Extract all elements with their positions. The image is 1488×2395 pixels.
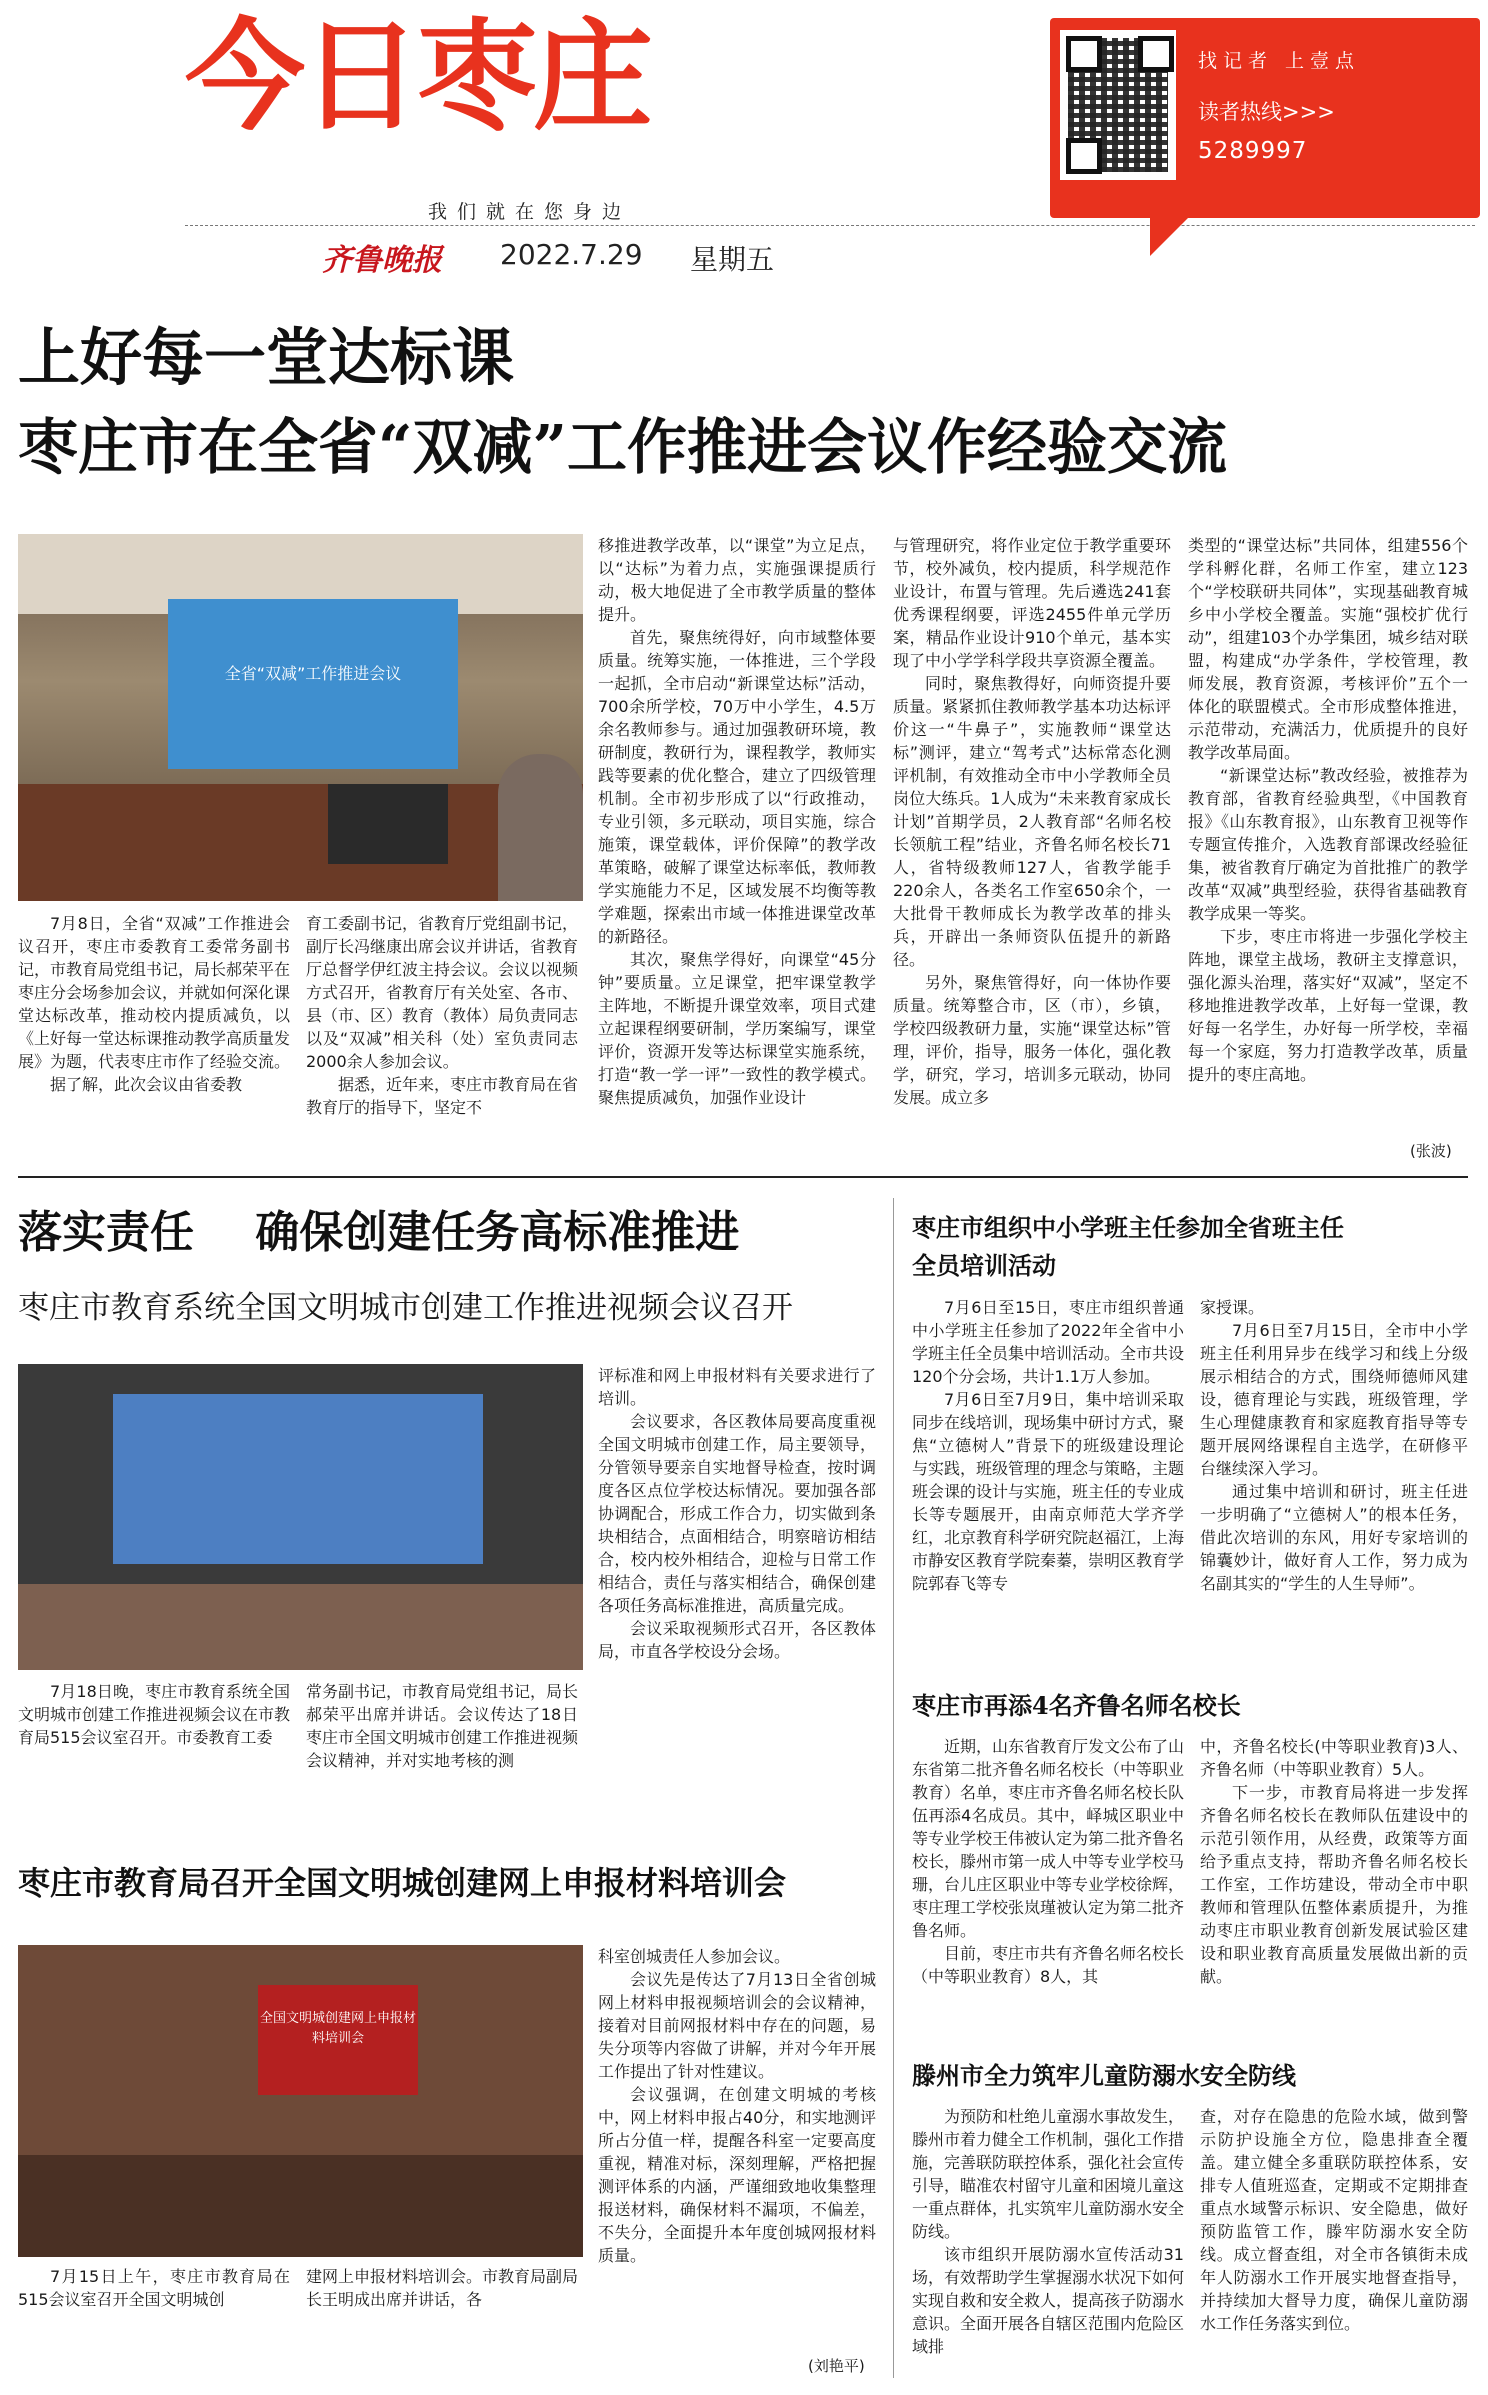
masthead-logo: 今日枣庄: [185, 8, 649, 147]
article5-col2: 中，齐鲁名校长(中等职业教育)3人、齐鲁名师（中等职业教育）5人。 下一步，市教育局将进一步发挥齐鲁名师名校长在教师队伍建设中的示范引领作用，从经费，政策等方面给予重点支持，帮助齐鲁名师名校长工作室，工作坊建设，带动全市中职教师和管理队伍整体素质提升，为推动枣庄市职业教育创新发展试验区建设和职业教育高质量发展做出新的贡献。: [1200, 1737, 1468, 1986]
qr-code-icon[interactable]: [1060, 30, 1176, 180]
hotline-number: 5289997: [1198, 138, 1308, 164]
paper-name: 齐鲁晚报: [322, 243, 442, 278]
article4-title-line1: 枣庄市组织中小学班主任参加全省班主任: [912, 1213, 1344, 1242]
article2-caption-b: 常务副书记，市教育局党组书记，局长郝荣平出席并讲话。会议传达了18日枣庄市全国文明城市创建工作推进视频会议精神，并对实地考核的测: [306, 1682, 578, 1770]
article5-title: 枣庄市再添4名齐鲁名师名校长: [912, 1691, 1241, 1720]
article2-title: 落实责任 确保创建任务高标准推进: [18, 1207, 740, 1258]
article2-caption-a: 7月18日晚，枣庄市教育系统全国文明城市创建工作推进视频会议在市教育局515会议室召开。市委教育工委: [18, 1682, 290, 1747]
lead-photo-screen: 全省“双减”工作推进会议: [168, 599, 458, 769]
masthead-rule: [185, 225, 1475, 226]
lead-title-line1: 上好每一堂达标课: [18, 321, 515, 394]
column-rule: [893, 1198, 894, 2378]
lead-caption-col2: 育工委副书记，省教育厅党组副书记，副厅长冯继康出席会议并讲话，省教育厅总督学伊红波主持会议。会议以视频方式召开，省教育厅有关处室、各市、县（市、区）教育（教体）局负责同志以及“双减”相关科（处）室负责同志2000余人参加会议。 据悉，近年来，枣庄市教育局在省教育厅的指导下，坚定不: [306, 914, 578, 1117]
article3-caption-b: 建网上申报材料培训会。市教育局副局长王明成出席并讲话，各: [306, 2267, 578, 2309]
lead-photo: [18, 534, 583, 901]
article4-title-line2: 全员培训活动: [912, 1251, 1056, 1280]
lead-title-line2: 枣庄市在全省“双减”工作推进会议作经验交流: [18, 413, 1228, 483]
contact-box-tail: [1150, 216, 1190, 256]
article2-subtitle: 枣庄市教育系统全国文明城市创建工作推进视频会议召开: [18, 1290, 793, 1326]
article2-photo: [18, 1364, 583, 1670]
hotline-label: 读者热线>>>: [1198, 100, 1335, 124]
lead-author: (张波): [1410, 1142, 1452, 1160]
lead-col3: 移推进教学改革，以“课堂”为立足点，以“达标”为着力点，实施强课提质行动，极大地促进了全市教学质量的整体提升。 首先，聚焦统得好，向市域整体要质量。统筹实施，一体推进，三个学段一起抓，全市启动“新课堂达标”活动，700余所学校，70万中小学生，4.5万余名教师参与。通过加强教研环境，教研制度，教研行为，课程教学，教师实践等要素的优化整合，建立了四级管理机制。全市初步形成了以“行政推动，专业引领，多元联动，项目实施，综合施策，课堂载体，评价保障”的教学改革策略，破解了课堂达标率低，教师教学实施能力不足，区域发展不均衡等教学难题，探索出市域一体推进课堂改革的新路径。 其次，聚焦学得好，向课堂“45分钟”要质量。立足课堂，把牢课堂教学主阵地，不断提升课堂效率，项目式建立起课程纲要研制，学历案编写，课堂评价，资源开发等达标课堂实施系统，打造“教一学一评”一致性的教学模式。聚焦提质减负，加强作业设计: [598, 536, 876, 1107]
article3-photo-screen: 全国文明城创建网上申报材料培训会: [258, 1985, 418, 2095]
reporter-label: 找记者 上壹点: [1198, 50, 1361, 72]
article6-title: 滕州市全力筑牢儿童防溺水安全防线: [912, 2061, 1296, 2090]
article4-col1: 7月6日至15日，枣庄市组织普通中小学班主任参加了2022年全省中小学班主任全员集中培训活动。全市共设120个分会场，共计1.1万人参加。 7月6日至7月9日，集中培训采取同步在线培训，现场集中研讨方式，聚焦“立德树人”背景下的班级建设理论与实践，班级管理的理念与策略，主题班会课的设计与实施，班主任的专业成长等专题展开，由南京师范大学齐学红，北京教育科学研究院赵福江，上海市静安区教育学院秦蓁，崇明区教育学院郭春飞等专: [912, 1298, 1184, 1593]
article6-col2: 查，对存在隐患的危险水域，做到警示防护设施全方位，隐患排查全覆盖。建立健全多重联防联控体系，安排专人值班巡查，定期或不定期排查重点水域警示标识、安全隐患，做好预防监管工作，滕牢防溺水安全防线。成立督查组，对全市各镇街未成年人防溺水工作开展实地督查指导，并持续加大督导力度，确保儿童防溺水工作任务落实到位。: [1200, 2107, 1468, 2333]
article4-col2: 家授课。 7月6日至7月15日，全市中小学班主任利用异步在线学习和线上分级展示相结合的方式，围绕师德师风建设，德育理论与实践，班级管理，学生心理健康教育和家庭教育指导等专题开展网络课程自主选学，在研修平台继续深入学习。 通过集中培训和研讨，班主任进一步明确了“立德树人”的根本任务，借此次培训的东风，用好专家培训的锦囊妙计，做好育人工作，努力成为名副其实的“学生的人生导师”。: [1200, 1298, 1468, 1593]
lead-caption-col1: 7月8日，全省“双减”工作推进会议召开，枣庄市委教育工委常务副书记，市教育局党组书记，局长郝荣平在枣庄分会场参加会议，并就如何深化课堂达标改革，推动校内提质减负，以《上好每一堂达标课推动教学高质量发展》为题，代表枣庄市作了经验交流。 据了解，此次会议由省委教: [18, 914, 290, 1094]
article2-col: 评标准和网上申报材料有关要求进行了培训。 会议要求，各区教体局要高度重视全国文明城市创建工作，局主要领导，分管领导要亲自实地督导检查，按时调度各区点位学校达标情况。要加强各部协调配合，形成工作合力，切实做到条块相结合，点面相结合，明察暗访相结合，校内校外相结合，迎检与日常工作相结合，责任与落实相结合，确保创建各项任务高标准推进，高质量完成。 会议采取视频形式召开，各区教体局，市直各学校设分会场。: [598, 1366, 876, 1661]
masthead-slogan: 我们就在您身边: [428, 201, 632, 223]
article3-author: (刘艳平): [808, 2357, 865, 2375]
article3-caption-a: 7月15日上午，枣庄市教育局在515会议室召开全国文明城创: [18, 2267, 290, 2309]
section-divider: [18, 1176, 1468, 1178]
article5-col1: 近期，山东省教育厅发文公布了山东省第二批齐鲁名师名校长（中等职业教育）名单，枣庄市齐鲁名师名校长队伍再添4名成员。其中，峄城区职业中等专业学校王伟被认定为第二批齐鲁名校长，滕州市第一成人中等专业学校马珊，台儿庄区职业中等专业学校徐辉，枣庄理工学校张岚瑾被认定为第二批齐鲁名师。 目前，枣庄市共有齐鲁名师名校长（中等职业教育）8人，其: [912, 1737, 1184, 1986]
article3-col: 科室创城责任人参加会议。 会议先是传达了7月13日全省创城网上材料申报视频培训会的会议精神，接着对目前网报材料中存在的问题，易失分项等内容做了讲解，并对今年开展工作提出了针对性建议。 会议强调，在创建文明城的考核中，网上材料申报占40分，和实地测评所占分值一样，提醒各科室一定要高度重视，精准对标，深刻理解，严格把握测评体系的内涵，严谨细致地收集整理报送材料，确保材料不漏项，不偏差，不失分，全面提升本年度创城网报材料质量。: [598, 1947, 876, 2265]
issue-weekday: 星期五: [690, 243, 775, 276]
issue-date: 2022.7.29: [500, 238, 643, 271]
article6-col1: 为预防和杜绝儿童溺水事故发生，滕州市着力健全工作机制，强化工作措施，完善联防联控体系，强化社会宣传引导，瞄准农村留守儿童和困境儿童这一重点群体，扎实筑牢儿童防溺水安全防线。 该市组织开展防溺水宣传活动31场，有效帮助学生掌握溺水状况下如何实现自救和安全救人，提高孩子防溺水意识。全面开展各自辖区范围内危险区域排: [912, 2107, 1184, 2356]
article3-title: 枣庄市教育局召开全国文明城创建网上申报材料培训会: [18, 1864, 787, 1902]
lead-col5: 类型的“课堂达标”共同体，组建556个学科孵化群，名师工作室，建立123个“学校联研共同体”，实现基础教育城乡中小学校全覆盖。实施“强校扩优行动”，组建103个办学集团，城乡结对联盟，构建成“办学条件，学校管理，教师发展，教育资源，考核评价”五个一体化的联盟模式。全市形成整体推进，示范带动，充满活力，优质提升的良好教学改革局面。 “新课堂达标”教改经验，被推荐为教育部，省教育经验典型，《中国教育报》《山东教育报》，山东教育卫视等作专题宣传推介，入选教育部课改经验征集，被省教育厅确定为首批推广的教学改革“双减”典型经验，获得省基础教育教学成果一等奖。 下步，枣庄市将进一步强化学校主阵地，课堂主战场，教研主支撑意识，强化源头治理，落实好“双减”，坚定不移地推进教学改革，上好每一堂课，教好每一名学生，办好每一所学校，幸福每一个家庭，努力打造教学改革，质量提升的枣庄高地。: [1188, 536, 1468, 1084]
article3-photo: [18, 1945, 583, 2257]
lead-col4: 与管理研究，将作业定位于教学重要环节，校外减负，校内提质，科学规范作业设计，布置与管理。先后遴选241套优秀课程纲要，评选2455件单元学历案，精品作业设计910个单元，基本实现了中小学学科学段共享资源全覆盖。 同时，聚焦教得好，向师资提升要质量。紧紧抓住教师教学基本功达标评价这一“牛鼻子”，实施教师“课堂达标”测评，建立“驾考式”达标常态化测评机制，有效推动全市中小学教师全员岗位大练兵。1人成为“未来教育家成长计划”首期学员，2人教育部“名师名校长领航工程”结业，齐鲁名师名校长71人，省特级教师127人，省教学能手220余人，各类名工作室650余个，一大批骨干教师成长为教学改革的排头兵，开辟出一条师资队伍提升的新路径。 另外，聚焦管得好，向一体协作要质量。统筹整合市，区（市），乡镇，学校四级教研力量，实施“课堂达标”管理，评价，指导，服务一体化，强化教学，研究，学习，培训多元联动，协同发展。成立多: [893, 536, 1171, 1107]
